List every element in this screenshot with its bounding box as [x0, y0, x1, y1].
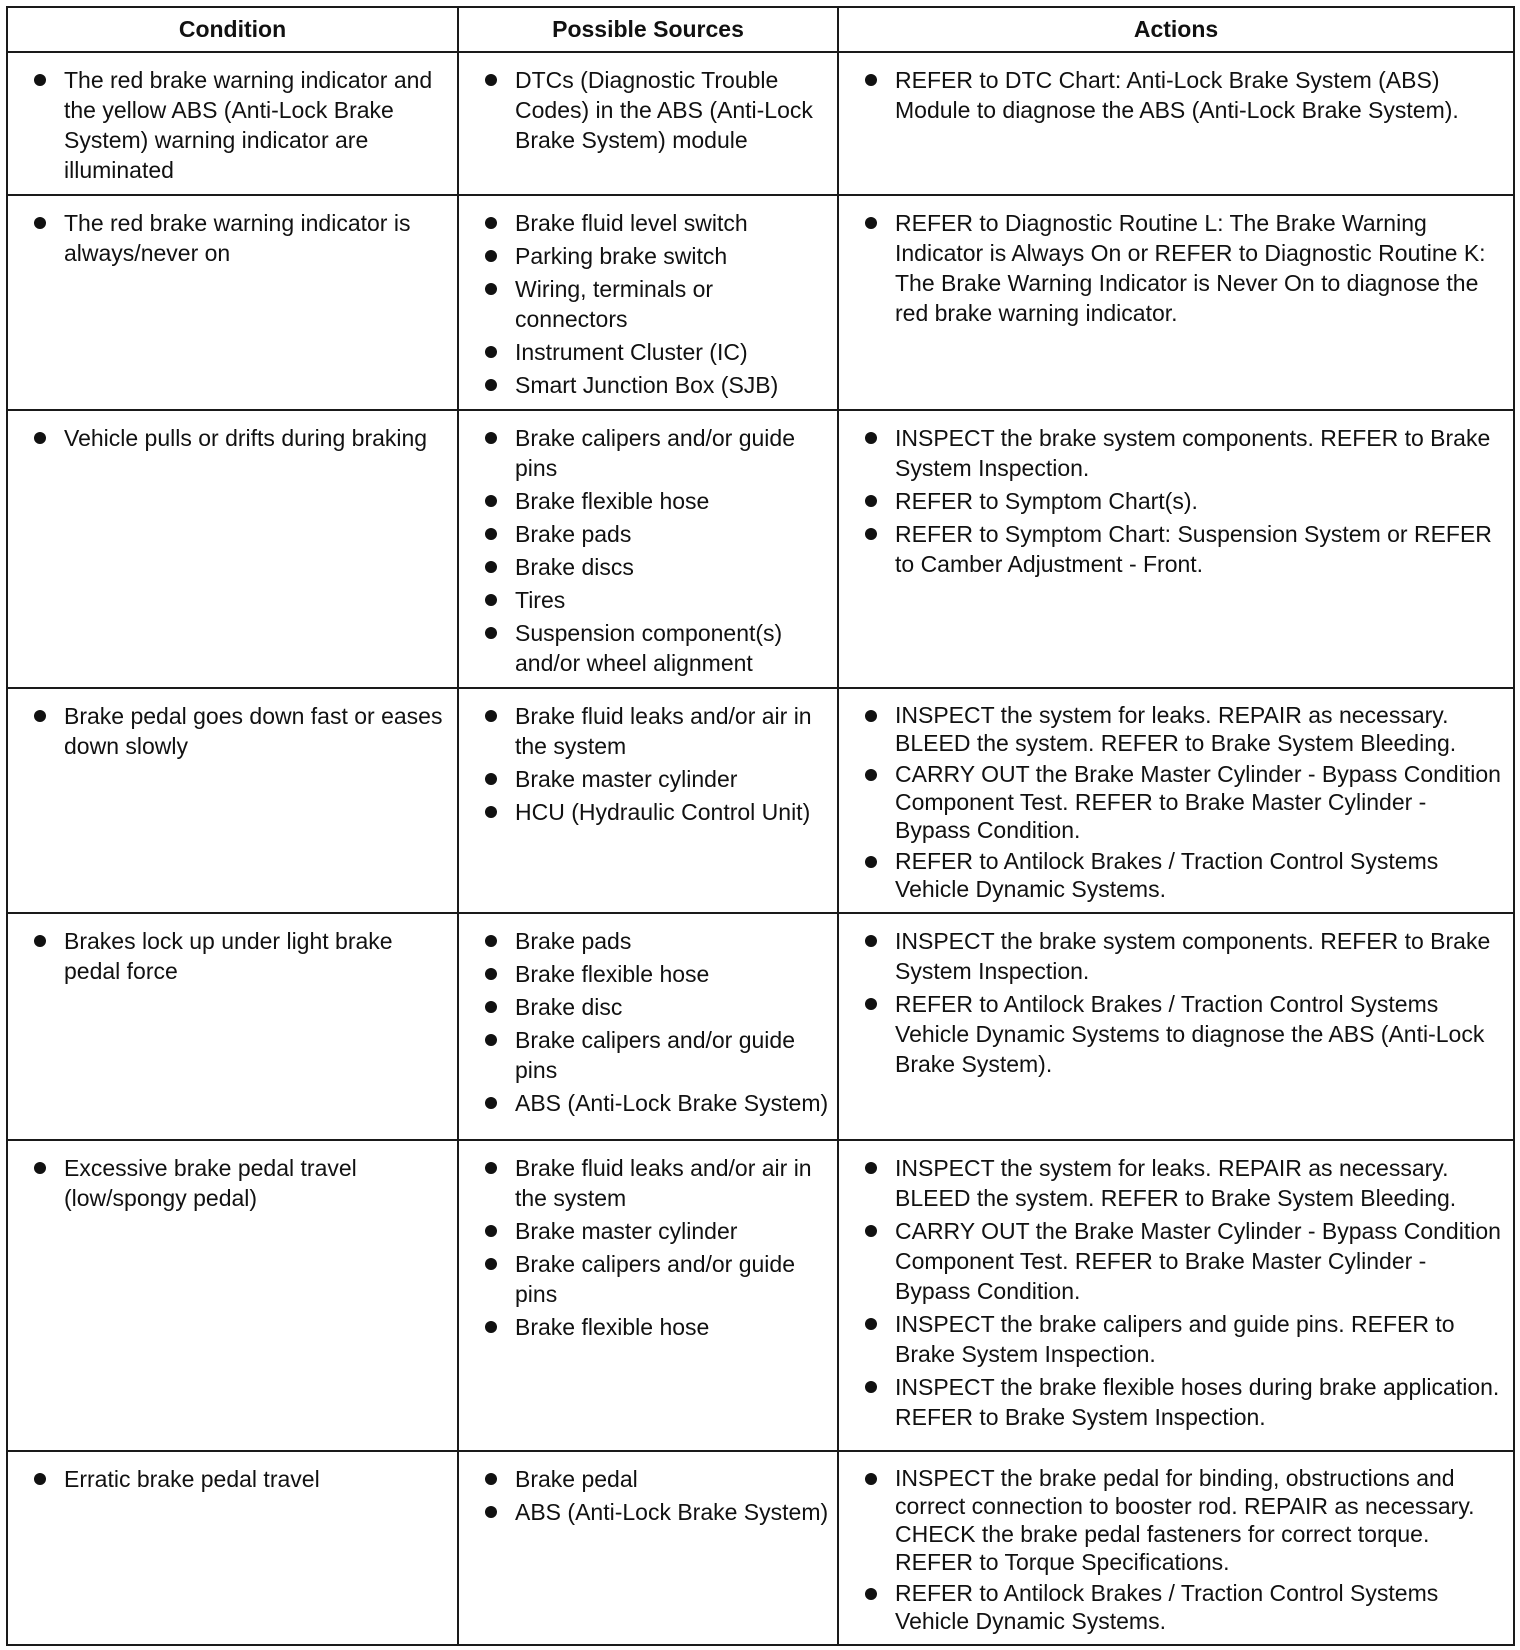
actions-cell [838, 410, 1514, 688]
source-item: Wiring, terminals or connectors [483, 274, 831, 334]
source-item: Brake fluid level switch [483, 208, 831, 238]
source-item: ABS (Anti-Lock Brake System) [483, 1497, 831, 1527]
source-item: Brake flexible hose [483, 959, 831, 989]
source-item: Instrument Cluster (IC) [483, 337, 831, 367]
condition-cell [7, 1140, 458, 1451]
source-item: Brake calipers and/or guide pins [483, 1025, 831, 1085]
action-item: CARRY OUT the Brake Master Cylinder - Bypass Condition Component Test. REFER to Brake Master Cylinder - Bypass Condition. [863, 760, 1507, 844]
actions-cell [838, 688, 1514, 913]
actions-cell [838, 1140, 1514, 1451]
condition-cell [7, 688, 458, 913]
action-item: REFER to Symptom Chart: Suspension System or REFER to Camber Adjustment - Front. [863, 519, 1507, 579]
diagnosis-table [6, 6, 1515, 1646]
source-item: Brake discs [483, 552, 831, 582]
condition-item: The red brake warning indicator and the yellow ABS (Anti-Lock Brake System) warning indicator are illuminated [32, 65, 451, 185]
condition-item: Brakes lock up under light brake pedal force [32, 926, 451, 986]
condition-cell [7, 52, 458, 195]
source-item: Brake master cylinder [483, 764, 831, 794]
header-condition: Condition [7, 7, 458, 52]
action-item: REFER to DTC Chart: Anti-Lock Brake System (ABS) Module to diagnose the ABS (Anti-Lock Brake System). [863, 65, 1507, 125]
action-item: REFER to Antilock Brakes / Traction Control Systems Vehicle Dynamic Systems. [863, 847, 1507, 903]
header-actions: Actions [838, 7, 1514, 52]
table-row [7, 195, 1514, 410]
sources-cell [458, 195, 838, 410]
source-item: ABS (Anti-Lock Brake System) [483, 1088, 831, 1118]
table-row [7, 410, 1514, 688]
action-item: REFER to Diagnostic Routine L: The Brake Warning Indicator is Always On or REFER to Diagnostic Routine K: The Brake Warning Indicator is Never On to diagnose the red brake warning indicator. [863, 208, 1507, 328]
source-item: Smart Junction Box (SJB) [483, 370, 831, 400]
source-item: Brake pads [483, 519, 831, 549]
source-item: HCU (Hydraulic Control Unit) [483, 797, 831, 827]
source-item: Brake calipers and/or guide pins [483, 1249, 831, 1309]
action-item: INSPECT the brake pedal for binding, obstructions and correct connection to booster rod. REPAIR as necessary. CHECK the brake pedal fasteners for correct torque. REFER to Torque Specifications. [863, 1464, 1507, 1576]
condition-cell [7, 195, 458, 410]
sources-cell [458, 410, 838, 688]
table-row [7, 913, 1514, 1140]
source-item: Suspension component(s) and/or wheel alignment [483, 618, 831, 678]
condition-item: The red brake warning indicator is always/never on [32, 208, 451, 268]
source-item: Brake fluid leaks and/or air in the system [483, 701, 831, 761]
table-row [7, 1451, 1514, 1645]
condition-item: Excessive brake pedal travel (low/spongy pedal) [32, 1153, 451, 1213]
action-item: REFER to Antilock Brakes / Traction Control Systems Vehicle Dynamic Systems. [863, 1579, 1507, 1635]
header-possible-sources: Possible Sources [458, 7, 838, 52]
source-item: Parking brake switch [483, 241, 831, 271]
table-row [7, 688, 1514, 913]
source-item: Tires [483, 585, 831, 615]
condition-item: Erratic brake pedal travel [32, 1464, 451, 1494]
condition-cell [7, 913, 458, 1140]
source-item: Brake pedal [483, 1464, 831, 1494]
source-item: Brake calipers and/or guide pins [483, 423, 831, 483]
source-item: DTCs (Diagnostic Trouble Codes) in the ABS (Anti-Lock Brake System) module [483, 65, 831, 155]
action-item: INSPECT the brake flexible hoses during brake application. REFER to Brake System Inspection. [863, 1372, 1507, 1432]
sources-cell [458, 52, 838, 195]
header-row [7, 7, 1514, 52]
condition-cell [7, 1451, 458, 1645]
sources-cell [458, 1451, 838, 1645]
condition-item: Vehicle pulls or drifts during braking [32, 423, 451, 453]
table-body [7, 52, 1514, 1645]
source-item: Brake flexible hose [483, 1312, 831, 1342]
condition-cell [7, 410, 458, 688]
actions-cell [838, 195, 1514, 410]
condition-item: Brake pedal goes down fast or eases down slowly [32, 701, 451, 761]
actions-cell [838, 913, 1514, 1140]
table-row [7, 1140, 1514, 1451]
action-item: INSPECT the system for leaks. REPAIR as necessary. BLEED the system. REFER to Brake System Bleeding. [863, 1153, 1507, 1213]
sources-cell [458, 1140, 838, 1451]
table-row [7, 52, 1514, 195]
source-item: Brake pads [483, 926, 831, 956]
action-item: REFER to Symptom Chart(s). [863, 486, 1507, 516]
source-item: Brake flexible hose [483, 486, 831, 516]
action-item: REFER to Antilock Brakes / Traction Control Systems Vehicle Dynamic Systems to diagnose the ABS (Anti-Lock Brake System). [863, 989, 1507, 1079]
action-item: CARRY OUT the Brake Master Cylinder - Bypass Condition Component Test. REFER to Brake Master Cylinder - Bypass Condition. [863, 1216, 1507, 1306]
source-item: Brake disc [483, 992, 831, 1022]
actions-cell [838, 1451, 1514, 1645]
source-item: Brake master cylinder [483, 1216, 831, 1246]
action-item: INSPECT the brake calipers and guide pins. REFER to Brake System Inspection. [863, 1309, 1507, 1369]
action-item: INSPECT the brake system components. REFER to Brake System Inspection. [863, 423, 1507, 483]
source-item: Brake fluid leaks and/or air in the system [483, 1153, 831, 1213]
actions-cell [838, 52, 1514, 195]
sources-cell [458, 688, 838, 913]
action-item: INSPECT the brake system components. REFER to Brake System Inspection. [863, 926, 1507, 986]
sources-cell [458, 913, 838, 1140]
action-item: INSPECT the system for leaks. REPAIR as necessary. BLEED the system. REFER to Brake System Bleeding. [863, 701, 1507, 757]
